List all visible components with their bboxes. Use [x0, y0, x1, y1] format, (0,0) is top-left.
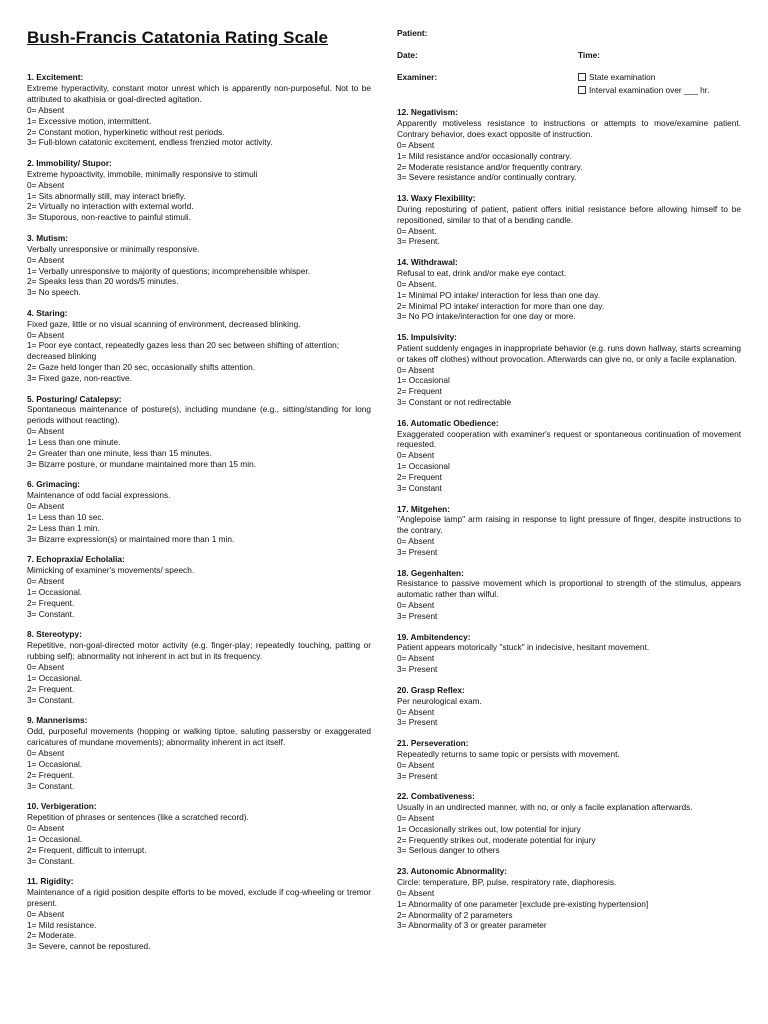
rating-item [27, 72, 371, 148]
score-option: 0= Absent [397, 812, 435, 823]
item-title: 8. Stereotypy: [27, 629, 82, 640]
item-description: Circle: temperature, BP, pulse, respiratory rate, diaphoresis. [397, 876, 617, 887]
rating-item [397, 257, 741, 322]
item-title: 15. Impulsivity: [397, 331, 457, 342]
score-option: 2= Minimal PO intake/ interaction for more than one day. [397, 300, 605, 311]
score-option: 0= Absent [27, 179, 65, 190]
score-option: 0= Absent [397, 364, 435, 375]
score-option: 0= Absent [397, 536, 435, 547]
item-description: Spontaneous maintenance of posture(s), including mundane (e.g., sitting/standing for long periods without reacting). [27, 404, 371, 426]
score-option: 0= Absent [397, 600, 435, 611]
score-option: 1= Occasional [397, 461, 450, 472]
interval-exam-label: Interval examination over ___ hr. [589, 85, 710, 95]
item-description: Repetition of phrases or sentences (like a scratched record). [27, 811, 249, 822]
rating-item [27, 394, 371, 470]
score-option: 2= Moderate resistance and/or frequently contrary. [397, 161, 583, 172]
rating-item [27, 479, 371, 544]
score-option: 2= Frequent. [27, 683, 75, 694]
score-option: 0= Absent [27, 254, 65, 265]
score-option: 3= Present. [397, 236, 440, 247]
score-option: 3= Bizarre posture, or mundane maintained more than 15 min. [27, 459, 256, 469]
rating-item [27, 554, 371, 619]
item-title: 6. Grimacing: [27, 479, 81, 490]
item-title: 21. Perseveration: [397, 737, 469, 748]
time-label: Time: [578, 50, 600, 60]
item-title: 23. Autonomic Abnormality: [397, 865, 508, 876]
item-description: Extreme hypoactivity, immobile, minimally responsive to stimuli [27, 168, 258, 179]
item-title: 14. Withdrawal: [397, 256, 458, 267]
interval-exam-option[interactable] [578, 85, 709, 96]
score-option: 2= Gaze held longer than 20 sec, occasionally shifts attention. [27, 362, 256, 373]
score-option: 0= Absent [27, 576, 65, 587]
item-description: Usually in an undirected manner, with no, or only a facile explanation afterwards. [397, 801, 693, 812]
item-title: 9. Mannerisms: [27, 715, 88, 726]
item-description: Resistance to passive movement which is proportional to strength of the stimulus, appears automatic rather than wilful. [397, 578, 741, 600]
score-option: 2= Frequent. [27, 769, 75, 780]
score-option: 1= Occasional. [27, 587, 83, 598]
score-option: 2= Frequent. [27, 597, 75, 608]
rating-item [397, 332, 741, 408]
score-option: 1= Mild resistance. [27, 919, 97, 930]
rating-item [397, 107, 741, 183]
score-option: 2= Constant motion, hyperkinetic without rest periods. [27, 126, 225, 137]
date-label: Date: [397, 50, 418, 60]
item-title: 7. Echopraxia/ Echolalia: [27, 554, 125, 565]
left-items-list [27, 72, 371, 962]
patient-label: Patient: [397, 28, 428, 38]
score-option: 0= Absent [27, 329, 65, 340]
score-option: 1= Occasional. [27, 758, 83, 769]
score-option: 2= Frequent [397, 386, 442, 397]
score-option: 0= Absent. [397, 225, 437, 236]
item-description: "Anglepoise lamp" arm raising in response to light pressure of finger, despite instructions to the contrary. [397, 514, 741, 536]
item-title: 3. Mutism: [27, 232, 69, 243]
score-option: 3= Bizarre expression(s) or maintained more than 1 min. [27, 533, 235, 544]
score-option: 3= Present [397, 717, 438, 728]
score-option: 0= Absent [397, 139, 435, 150]
item-title: 17. Mitgehen: [397, 503, 451, 514]
item-description: Patient suddenly engages in inappropriate behavior (e.g. runs down hallway, starts screaming or takes off clothes) without provocation. Afterwards can give no, or only a facile explanation. [397, 342, 741, 364]
item-title: 16. Automatic Obedience: [397, 417, 499, 428]
score-option: 3= No PO intake/interaction for one day or more. [397, 311, 576, 322]
rating-item [397, 685, 741, 729]
score-option: 3= Constant. [27, 608, 75, 619]
item-description: Repeatedly returns to same topic or persists with movement. [397, 748, 620, 759]
score-option: 1= Occasionally strikes out, low potential for injury [397, 823, 581, 834]
item-description: Mimicking of examiner's movements/ speech. [27, 565, 195, 576]
item-title: 12. Negativism: [397, 107, 458, 117]
item-description: Repetitive, non-goal-directed motor activity (e.g. finger-play; repeatedly touching, patting or rubbing self); abnormality not inherent in act but in its frequency. [27, 640, 371, 662]
examiner-label: Examiner: [397, 72, 438, 82]
item-title: 11. Rigidity: [27, 875, 74, 886]
score-option: 0= Absent [27, 822, 65, 833]
item-description: Maintenance of a rigid position despite efforts to be moved, exclude if cog-wheeling or tremor present. [27, 886, 371, 908]
score-option: 0= Absent [27, 662, 65, 672]
item-title: 1. Excitement: [27, 72, 84, 82]
rating-item [27, 801, 371, 866]
score-option: 2= Frequent, difficult to interrupt. [27, 844, 147, 855]
item-description: Refusal to eat, drink and/or make eye contact. [397, 267, 567, 278]
rating-item [27, 308, 371, 384]
rating-item [27, 233, 371, 298]
score-option: 3= Present [397, 664, 438, 675]
item-description: Patient appears motorically "stuck" in indecisive, hesitant movement. [397, 642, 650, 653]
score-option: 0= Absent [397, 653, 435, 664]
score-option: 2= Less than 1 min. [27, 523, 100, 534]
score-option: 0= Absent [27, 426, 65, 437]
item-title: 4. Staring: [27, 307, 68, 318]
item-title: 20. Grasp Reflex: [397, 684, 465, 695]
score-option: 0= Absent [397, 450, 435, 461]
page-title: Bush-Francis Catatonia Rating Scale [27, 28, 329, 47]
item-description: Apparently motiveless resistance to instructions or attempts to move/examine patient. Contrary behavior, does exact opposite of instruction. [397, 117, 741, 139]
score-option: 3= Constant [397, 483, 442, 494]
score-option: 2= Speaks less than 20 words/5 minutes. [27, 276, 179, 287]
score-option: 3= Stuporous, non-reactive to painful stimuli. [27, 212, 191, 223]
score-option: 3= Fixed gaze, non-reactive. [27, 373, 132, 384]
score-option: 1= Occasional. [27, 833, 83, 844]
score-option: 0= Absent. [397, 278, 437, 289]
item-title: 13. Waxy Flexibility: [397, 192, 476, 203]
rating-item [27, 629, 371, 705]
item-title: 2. Immobility/ Stupor: [27, 157, 112, 168]
score-option: 1= Poor eye contact, repeatedly gazes less than 20 sec between shifting of attention; decreased blinking [27, 340, 340, 362]
score-option: 3= Present [397, 611, 438, 622]
score-option: 2= Virtually no interaction with external world. [27, 201, 194, 212]
score-option: 3= Abnormality of 3 or greater parameter [397, 920, 547, 931]
item-description: Maintenance of odd facial expressions. [27, 490, 171, 501]
item-title: 18. Gegenhalten: [397, 567, 464, 578]
score-option: 3= Constant. [27, 780, 75, 791]
score-option: 1= Less than one minute. [27, 437, 121, 448]
score-option: 0= Absent [397, 706, 435, 717]
rating-item [27, 715, 371, 791]
rating-item [397, 632, 741, 676]
score-option: 0= Absent [27, 501, 65, 512]
rating-item [397, 866, 741, 931]
score-option: 1= Abnormality of one parameter [exclude pre-existing hypertension] [397, 898, 649, 909]
rating-item [397, 738, 741, 782]
right-items-list [397, 107, 741, 941]
score-option: 3= Constant or not redirectable [397, 397, 512, 408]
score-option: 1= Occasional [397, 375, 450, 386]
score-option: 3= Constant. [27, 694, 75, 705]
score-option: 2= Abnormality of 2 parameters [397, 909, 513, 920]
checkbox-icon[interactable] [578, 86, 586, 94]
rating-item [397, 568, 741, 623]
rating-item [397, 193, 741, 248]
score-option: 0= Absent [27, 747, 65, 758]
score-option: 3= Severe resistance and/or continually contrary. [397, 172, 577, 183]
rating-item [27, 876, 371, 952]
score-option: 1= Excessive motion, intermittent. [27, 115, 152, 126]
item-description: During reposturing of patient, patient offers initial resistance before allowing himself to be repositioned, similar to that of a bending candle. [397, 203, 741, 225]
score-option: 0= Absent [27, 908, 65, 919]
score-option: 1= Occasional. [27, 672, 83, 683]
state-exam-label: State examination [589, 72, 656, 82]
score-option: 3= No speech. [27, 287, 81, 298]
score-option: 3= Serious danger to others [397, 845, 500, 856]
item-description: Per neurological exam. [397, 695, 482, 706]
score-option: 2= Frequently strikes out, moderate potential for injury [397, 834, 596, 845]
rating-item [397, 791, 741, 856]
score-option: 2= Frequent [397, 472, 442, 483]
score-option: 3= Present [397, 547, 438, 558]
rating-item [397, 418, 741, 494]
state-exam-option[interactable] [578, 72, 655, 83]
item-description: Fixed gaze, little or no visual scanning of environment, decreased blinking. [27, 318, 301, 329]
score-option: 0= Absent [397, 759, 435, 770]
score-option: 3= Constant. [27, 855, 75, 866]
item-title: 19. Ambitendency: [397, 631, 471, 642]
item-title: 5. Posturing/ Catalepsy: [27, 393, 122, 404]
score-option: 1= Mild resistance and/or occasionally contrary. [397, 150, 572, 161]
score-option: 1= Sits abnormally still, may interact briefly. [27, 190, 186, 201]
score-option: 1= Less than 10 sec. [27, 512, 104, 523]
score-option: 3= Full-blown catatonic excitement, endless frenzied motor activity. [27, 137, 273, 148]
score-option: 0= Absent [397, 887, 435, 898]
score-option: 0= Absent [27, 104, 65, 115]
score-option: 1= Minimal PO intake/ interaction for less than one day. [397, 289, 600, 300]
item-description: Verbally unresponsive or minimally responsive. [27, 243, 200, 254]
item-title: 10. Verbigeration: [27, 800, 97, 811]
checkbox-icon[interactable] [578, 73, 586, 81]
score-option: 2= Moderate. [27, 930, 77, 941]
rating-item [397, 504, 741, 559]
score-option: 2= Greater than one minute, less than 15 minutes. [27, 448, 212, 459]
item-description: Extreme hyperactivity, constant motor unrest which is apparently non-purposeful. Not to be attributed to akathisia or goal-directed agitation. [27, 82, 371, 104]
score-option: 3= Severe, cannot be repostured. [27, 941, 151, 952]
score-option: 3= Present [397, 770, 438, 781]
item-title: 22. Combativeness: [397, 790, 475, 801]
item-description: Exaggerated cooperation with examiner's request or spontaneous continuation of movement requested. [397, 428, 741, 450]
rating-item [27, 158, 371, 223]
score-option: 1= Verbally unresponsive to majority of questions; incomprehensible whisper. [27, 265, 310, 276]
item-description: Odd, purposeful movements (hopping or walking tiptoe, saluting passersby or exaggerated caricatures of mundane movements); abnormality inherent in act itself. [27, 726, 371, 747]
